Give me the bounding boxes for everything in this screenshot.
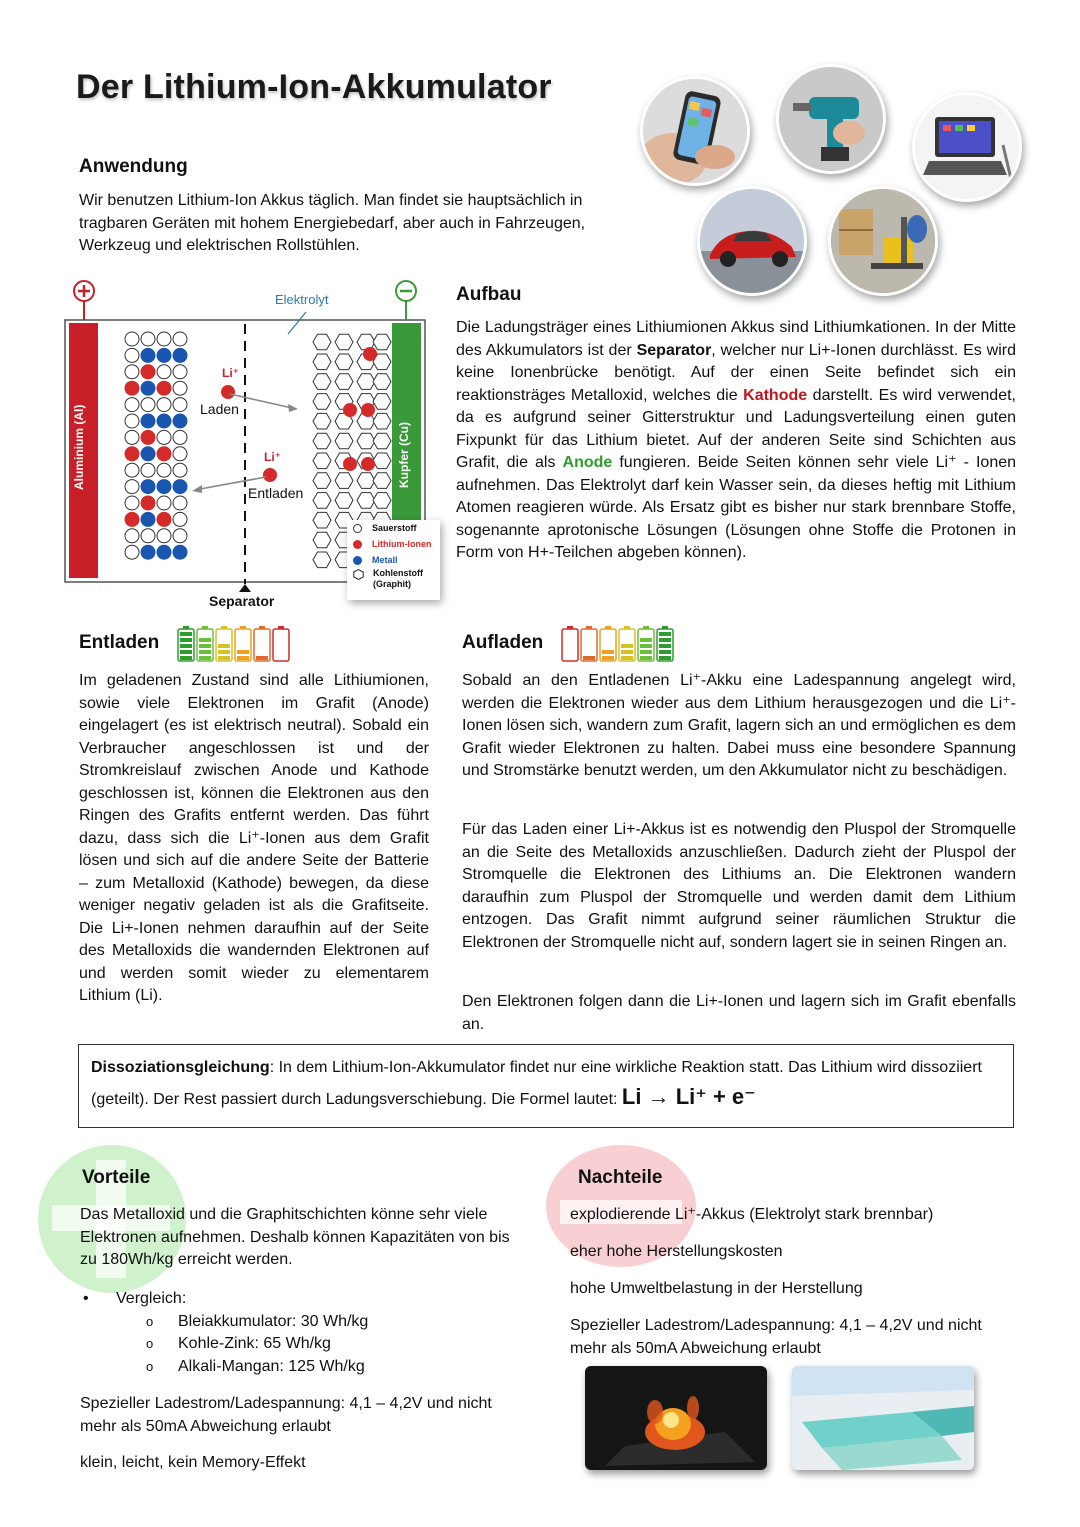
graphit-ring bbox=[373, 394, 391, 410]
legend-sauerstoff: Sauerstoff bbox=[372, 523, 417, 533]
lithium-ion bbox=[141, 365, 155, 379]
battery-bar bbox=[180, 656, 192, 660]
smartphone-illustration bbox=[643, 79, 747, 183]
vergleich-item: • Vergleich: bbox=[83, 1290, 187, 1307]
sauerstoff-atom bbox=[157, 496, 171, 510]
metall-atom bbox=[173, 545, 187, 559]
anwendung-heading: Anwendung bbox=[79, 156, 188, 177]
graphit-ring bbox=[313, 394, 331, 410]
battery-bar bbox=[256, 656, 268, 660]
aufladen-heading: Aufladen bbox=[462, 632, 544, 653]
aufbau-t2: , welcher nur Li+-Ionen durchlässt. Es wird keine Ionenbrücke benötigt. Auf der einen Seite befindet sich ein reaktionsträges Metalloxid, welches die bbox=[456, 341, 1016, 404]
battery-bar bbox=[583, 656, 595, 660]
graphit-ring bbox=[313, 512, 331, 528]
car-photo bbox=[697, 186, 807, 296]
aluminium-label: Aluminium (Al) bbox=[72, 404, 86, 490]
vergleich-text: Bleiakkumulator: 30 Wh/kg bbox=[178, 1312, 369, 1330]
battery-bar bbox=[237, 650, 249, 654]
graphit-ring bbox=[357, 493, 375, 509]
sauerstoff-atom bbox=[173, 447, 187, 461]
forklift-illustration bbox=[831, 189, 935, 293]
graphit-ring bbox=[313, 473, 331, 489]
graphit-ring bbox=[313, 552, 331, 568]
battery-bar bbox=[180, 638, 192, 642]
dissoziation-formula: Li → Li⁺ + e⁻ bbox=[621, 1084, 756, 1109]
aufbau-anode: Anode bbox=[562, 454, 613, 471]
battery-bar bbox=[237, 656, 249, 660]
vergleich-text: Alkali-Mangan: 125 Wh/kg bbox=[178, 1357, 365, 1375]
battery-bar bbox=[659, 650, 671, 654]
metall-atom bbox=[141, 348, 155, 362]
dissoziation-box bbox=[78, 1044, 1014, 1128]
battery-bar bbox=[180, 650, 192, 654]
explosion-photo bbox=[585, 1366, 767, 1470]
sauerstoff-atom bbox=[173, 332, 187, 346]
dissoziation-text bbox=[91, 1053, 1001, 1114]
hexagon-icon bbox=[353, 569, 364, 580]
sauerstoff-dot bbox=[353, 524, 362, 533]
battery-bar bbox=[199, 650, 211, 654]
battery-body bbox=[273, 629, 289, 661]
graphit-ring bbox=[357, 473, 375, 489]
aufladen-p3: Den Elektronen folgen dann die Li+-Ionen und lagern sich im Grafit ebenfalls an. bbox=[462, 993, 1016, 1033]
graphit-ring bbox=[335, 473, 353, 489]
sauerstoff-atom bbox=[173, 398, 187, 412]
vorteile-p2: Spezieller Ladestrom/Ladespannung: 4,1 – 4,2V und nicht mehr als 50mA Abweichung erlaubt bbox=[80, 1395, 492, 1435]
sauerstoff-atom bbox=[141, 463, 155, 477]
sauerstoff-atom bbox=[125, 480, 139, 494]
entladen-text: Im geladenen Zustand sind alle Lithiumionen, sowie viele Elektronen im Grafit (Anode) eingelagert (es ist elektrisch neutral). Sobald ein Verbraucher angeschlossen ist und der Stromkreislauf zwischen Anode und Kathode geschlossen ist, können die Elektronen aus den Ringen des Grafits entfernt werden. Das führt dazu, dass sich die Li⁺-Ionen aus dem Grafit lösen und sich auf die andere Seite der Batterie – zum Metalloxid (Kathode) bewegen, da diese weniger negativ geladen ist als die Grafitseite. Die Li+-Ionen nehmen daraufhin auf der Seite des Metalloxids die wandernden Elektronen auf und werden somit wieder zu elementarem Lithium (Li). bbox=[79, 672, 429, 1004]
car-illustration bbox=[700, 189, 804, 293]
li-label-bottom: Li⁺ bbox=[264, 450, 281, 464]
battery-bar bbox=[621, 644, 633, 648]
battery-levels-decreasing-icon bbox=[176, 625, 296, 663]
lithium-dot bbox=[353, 540, 362, 549]
aufladen-p1: Sobald an den Entladenen Li⁺-Akku eine Ladespannung angelegt wird, werden die Elektronen wieder aus dem Lithium herausgezogen und die Li⁺-Ionen lösen sich, wandern zum Grafit, lagern sich an und ermöglichen es dem Grafit wieder Elektronen zu halten. Dabei muss eine besondere Spannung und Stromstärke benutzt werden, um den Akkumulator nicht zu beschädigen. bbox=[462, 672, 1016, 779]
sauerstoff-atom bbox=[173, 463, 187, 477]
battery-bar bbox=[640, 650, 652, 654]
graphit-ring bbox=[313, 532, 331, 548]
graphit-ring bbox=[313, 413, 331, 429]
nachteile-item-2: eher hohe Herstellungskosten bbox=[570, 1243, 783, 1260]
sauerstoff-atom bbox=[125, 463, 139, 477]
sauerstoff-atom bbox=[157, 365, 171, 379]
sauerstoff-atom bbox=[173, 430, 187, 444]
legend-lithium: Lithium-Ionen bbox=[372, 539, 432, 549]
battery-bar bbox=[180, 632, 192, 636]
sauerstoff-atom bbox=[157, 332, 171, 346]
graphit-ring bbox=[313, 453, 331, 469]
tablet-photo bbox=[912, 92, 1022, 202]
sauerstoff-atom bbox=[173, 381, 187, 395]
graphit-ring bbox=[373, 453, 391, 469]
lithium-ion bbox=[141, 430, 155, 444]
graphit-ring bbox=[373, 473, 391, 489]
graphit-ring bbox=[357, 433, 375, 449]
battery-bar bbox=[659, 644, 671, 648]
battery-bar bbox=[659, 656, 671, 660]
aufbau-t3: darstellt. Es wird verwendet, da es aufgrund seiner Gitterstruktur und Ladungsverteilung einen guten Fixpunkt für das Lithium bietet. Auf der anderen Seite sind Schichten aus Grafit, die als bbox=[456, 386, 1016, 471]
lithium-ponds-illustration bbox=[792, 1366, 974, 1470]
lithium-ion bbox=[125, 447, 139, 461]
graphit-ring bbox=[335, 433, 353, 449]
graphit-ring bbox=[335, 493, 353, 509]
graphit-ring bbox=[335, 374, 353, 390]
legend-metall: Metall bbox=[372, 555, 398, 565]
sauerstoff-atom bbox=[173, 496, 187, 510]
li-label-top: Li⁺ bbox=[222, 366, 239, 380]
lithium-ion bbox=[343, 457, 357, 471]
lithium-ion bbox=[343, 403, 357, 417]
metall-atom bbox=[141, 447, 155, 461]
sauerstoff-atom bbox=[173, 512, 187, 526]
salt-flats-photo bbox=[792, 1366, 974, 1470]
sauerstoff-atom bbox=[125, 398, 139, 412]
graphit-ring bbox=[357, 374, 375, 390]
vorteile-p1: Das Metalloxid und die Graphitschichten könne sehr viele Elektronen aufnehmen. Deshalb können Kapazitäten von bis zu 180Wh/kg erreicht werden. bbox=[80, 1206, 510, 1268]
sauerstoff-atom bbox=[141, 529, 155, 543]
lithium-ion bbox=[157, 447, 171, 461]
entladen-heading: Entladen bbox=[79, 632, 160, 653]
vergleich-text: Kohle-Zink: 65 Wh/kg bbox=[178, 1335, 331, 1352]
aufbau-kathode: Kathode bbox=[743, 386, 808, 404]
sauerstoff-atom bbox=[141, 398, 155, 412]
aufladen-p2: Für das Laden einer Li+-Akkus ist es notwendig den Pluspol der Stromquelle an die Seite des Metalloxids anzuschließen. Dadurch zieht der Pluspol der Stromquelle die Elektronen des Lithiums an. Die Elektronen wandern daraufhin zum Pluspol der Stromquelle und werden damit dem Lithium entzogen. Das Grafit nimmt aufgrund seiner räumlichen Struktur die Elektronen der Stromquelle nicht auf, sondern lagert sie in seinen Ringen an. bbox=[462, 821, 1016, 951]
aufbau-separator: Separator bbox=[636, 341, 712, 359]
aufbau-heading: Aufbau bbox=[456, 284, 522, 305]
separator-arrow bbox=[239, 584, 251, 592]
graphit-ring bbox=[373, 433, 391, 449]
legend-kohlenstoff: Kohlenstoff bbox=[373, 568, 423, 578]
lithium-ion bbox=[157, 512, 171, 526]
vergleich-subitem: o Alkali-Mangan: 125 Wh/kg bbox=[146, 1357, 365, 1375]
sauerstoff-atom bbox=[125, 332, 139, 346]
entladen-label: Entladen bbox=[248, 485, 304, 501]
lithium-ion bbox=[125, 381, 139, 395]
battery-bar bbox=[199, 638, 211, 642]
legend-graphit: (Graphit) bbox=[373, 579, 411, 589]
battery-bar bbox=[199, 656, 211, 660]
metall-dot bbox=[353, 556, 362, 565]
laden-label: Laden bbox=[200, 401, 239, 417]
dissoziation-label: Dissoziationsgleichung bbox=[91, 1059, 270, 1076]
nachteile-item-4: Spezieller Ladestrom/Ladespannung: 4,1 – 4,2V und nicht mehr als 50mA Abweichung erlaubt bbox=[570, 1317, 982, 1357]
battery-body bbox=[562, 629, 578, 661]
diagram-legend bbox=[347, 520, 440, 600]
fire-illustration bbox=[585, 1366, 767, 1470]
vorteile-heading: Vorteile bbox=[82, 1167, 151, 1188]
drill-illustration bbox=[779, 67, 883, 171]
graphit-ring bbox=[335, 334, 353, 350]
anwendung-text: Wir benutzen Lithium-Ion Akkus täglich. Man findet sie hauptsächlich in tragbaren Geräten mit hohem Energiebedarf, aber auch in Fahrzeugen, Werkzeug und elektrischen Rollstühlen. bbox=[79, 192, 586, 254]
page-title: Der Lithium-Ion-Akkumulator bbox=[76, 68, 552, 106]
sauerstoff-atom bbox=[125, 348, 139, 362]
metall-atom bbox=[141, 512, 155, 526]
sauerstoff-atom bbox=[157, 430, 171, 444]
graphit-ring bbox=[313, 354, 331, 370]
battery-bar bbox=[602, 650, 614, 654]
battery-bar bbox=[659, 632, 671, 636]
graphit-ring bbox=[313, 334, 331, 350]
lithium-ion bbox=[141, 496, 155, 510]
nachteile-item-1: explodierende Li⁺-Akkus (Elektrolyt stark brennbar) bbox=[570, 1206, 934, 1223]
battery-levels-increasing-icon bbox=[560, 625, 680, 663]
sauerstoff-atom bbox=[157, 529, 171, 543]
sauerstoff-atom bbox=[141, 332, 155, 346]
drill-photo bbox=[776, 64, 886, 174]
aufbau-t1: Die Ladungsträger eines Lithiumionen Akkus sind Lithiumkationen. In der Mitte des Akkumulators ist der bbox=[456, 319, 1016, 359]
battery-bar bbox=[218, 650, 230, 654]
graphit-ring bbox=[373, 493, 391, 509]
battery-bar bbox=[602, 656, 614, 660]
vergleich-label: Vergleich: bbox=[116, 1290, 187, 1307]
vorteile-p3: klein, leicht, kein Memory-Effekt bbox=[80, 1454, 306, 1471]
battery-bar bbox=[180, 644, 192, 648]
sauerstoff-atom bbox=[125, 496, 139, 510]
sauerstoff-atom bbox=[125, 430, 139, 444]
nachteile-item-3: hohe Umweltbelastung in der Herstellung bbox=[570, 1280, 863, 1297]
metall-atom bbox=[141, 381, 155, 395]
battery-bar bbox=[621, 656, 633, 660]
nachteile-heading: Nachteile bbox=[578, 1167, 663, 1188]
metall-atom bbox=[157, 545, 171, 559]
forklift-photo bbox=[828, 186, 938, 296]
metall-atom bbox=[157, 414, 171, 428]
sauerstoff-atom bbox=[173, 365, 187, 379]
vergleich-subitem: o Kohle-Zink: 65 Wh/kg bbox=[146, 1335, 331, 1352]
battery-bar bbox=[621, 650, 633, 654]
metall-atom bbox=[173, 414, 187, 428]
graphit-ring bbox=[335, 354, 353, 370]
lithium-ion bbox=[361, 403, 375, 417]
metall-atom bbox=[157, 348, 171, 362]
battery-bar bbox=[640, 638, 652, 642]
lithium-ion bbox=[157, 381, 171, 395]
graphit-ring bbox=[313, 433, 331, 449]
smartphone-photo bbox=[640, 76, 750, 186]
graphit-ring bbox=[373, 374, 391, 390]
dissoziation-body: : In dem Lithium-Ion-Akkumulator findet nur eine wirkliche Reaktion statt. Das Lithium wird dissoziiert (geteilt). Der Rest passiert durch Ladungsverschiebung. Die Formel lautet: bbox=[91, 1059, 982, 1108]
battery-bar bbox=[218, 656, 230, 660]
elektrolyt-label: Elektrolyt bbox=[275, 292, 329, 307]
separator-label: Separator bbox=[209, 593, 275, 609]
sauerstoff-atom bbox=[157, 463, 171, 477]
metall-atom bbox=[157, 480, 171, 494]
vergleich-sublist bbox=[80, 1311, 368, 1379]
aufbau-text bbox=[456, 317, 1016, 565]
tablet-illustration bbox=[915, 95, 1019, 199]
lithium-ion bbox=[125, 512, 139, 526]
battery-bar bbox=[659, 638, 671, 642]
battery-bar bbox=[640, 644, 652, 648]
sauerstoff-atom bbox=[157, 398, 171, 412]
metall-atom bbox=[173, 480, 187, 494]
vergleich-subitem: o Bleiakkumulator: 30 Wh/kg bbox=[146, 1312, 369, 1330]
battery-bar bbox=[640, 656, 652, 660]
li-ion-entladen bbox=[263, 468, 277, 482]
graphit-ring bbox=[373, 413, 391, 429]
lithium-ion bbox=[361, 457, 375, 471]
sauerstoff-atom bbox=[173, 529, 187, 543]
graphit-ring bbox=[313, 493, 331, 509]
battery-bar bbox=[218, 644, 230, 648]
battery-bar bbox=[199, 644, 211, 648]
li-ion-laden bbox=[221, 385, 235, 399]
graphit-ring bbox=[313, 374, 331, 390]
graphit-ring bbox=[373, 334, 391, 350]
lithium-ion bbox=[363, 347, 377, 361]
metall-atom bbox=[173, 348, 187, 362]
vergleich-list bbox=[80, 1288, 368, 1378]
metall-atom bbox=[141, 545, 155, 559]
kupfer-label: Kupfer (Cu) bbox=[397, 422, 411, 488]
metall-atom bbox=[141, 480, 155, 494]
metall-atom bbox=[141, 414, 155, 428]
sauerstoff-atom bbox=[125, 545, 139, 559]
sauerstoff-atom bbox=[125, 529, 139, 543]
sauerstoff-atom bbox=[125, 414, 139, 428]
sauerstoff-atom bbox=[125, 365, 139, 379]
aufbau-t4: fungieren. Beide Seiten können sehr viele Li⁺ - Ionen aufnehmen. Das Elektrolyt darf kein Wasser sein, da dieses heftig mit Lithium Atomen reagieren würde. Als Ersatz gibt es bisher nur stark brennbare Stoffe, sogenannte aprotonische Lösungen (Lösungen ohne Stoffe die Protonen in Form von H+-Teilchen abgeben können). bbox=[456, 454, 1017, 561]
